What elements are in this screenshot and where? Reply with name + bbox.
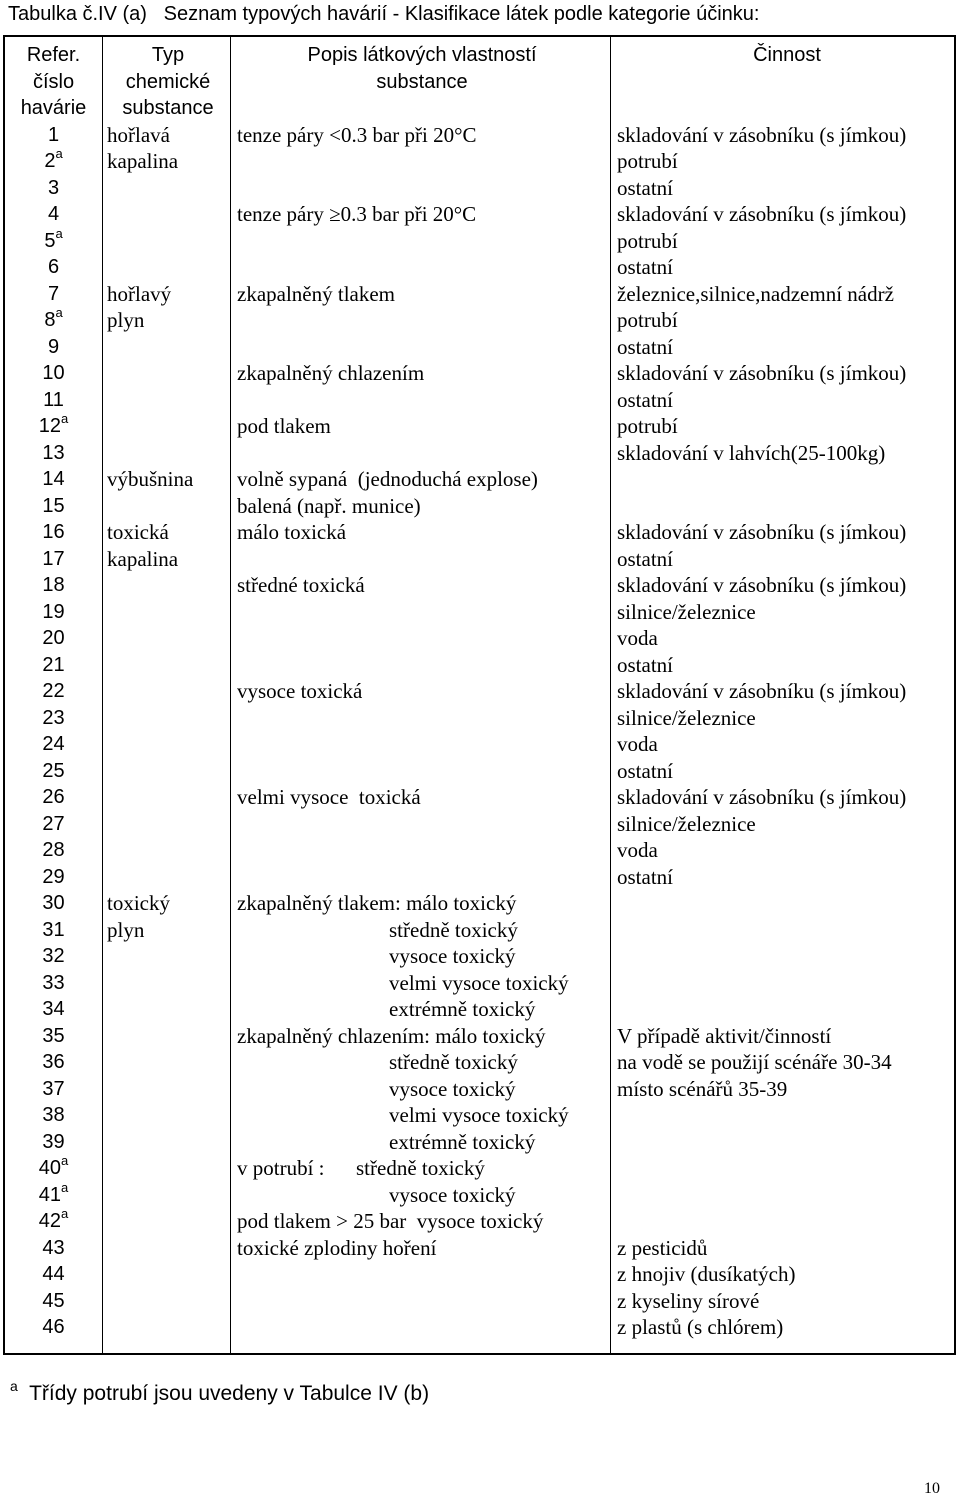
- property-description-text: velmi vysoce toxický: [389, 1103, 569, 1127]
- property-description: [237, 599, 607, 626]
- property-description: [237, 1129, 607, 1156]
- substance-type: toxická: [107, 520, 169, 544]
- footnote-mark: a: [61, 1206, 69, 1222]
- activity: [617, 1182, 957, 1209]
- ref-number: [5, 572, 102, 599]
- property-description-text: zkapalněný chlazením: málo toxický: [237, 1023, 546, 1048]
- property-description-text: středné toxická: [237, 573, 365, 597]
- ref-number-value: 20: [42, 627, 65, 649]
- footnote-text: Třídy potrubí jsou uvedeny v Tabulce IV (b): [17, 1382, 430, 1405]
- ref-number-value: 38: [42, 1104, 65, 1126]
- property-description: [237, 175, 607, 202]
- property-description-text: balená (např. munice): [237, 493, 421, 518]
- property-description: [237, 864, 607, 891]
- property-description: [237, 122, 607, 149]
- ref-number: [5, 996, 102, 1023]
- column-ref-number: [5, 42, 102, 1341]
- footnote-mark: a: [61, 411, 69, 427]
- property-description: [237, 148, 607, 175]
- ref-number-value: 43: [42, 1236, 65, 1259]
- substance-type: [107, 413, 229, 440]
- ref-number: [5, 917, 102, 944]
- ref-number-value: 28: [42, 839, 65, 861]
- footnote-mark: a: [61, 1179, 69, 1195]
- property-description-text: zkapalněný chlazením: [237, 361, 425, 385]
- property-description-text: extrémně toxický: [389, 997, 536, 1021]
- ref-number: [5, 784, 102, 811]
- ref-number-value: 9: [47, 335, 60, 358]
- substance-type: [107, 228, 229, 255]
- activity: potrubí: [617, 414, 678, 438]
- ref-number-value: 14: [42, 468, 65, 490]
- ref-number-value: 5: [44, 229, 56, 252]
- activity: ostatní: [617, 387, 673, 412]
- substance-type: [107, 943, 229, 970]
- activity: [617, 1129, 957, 1156]
- footnote-mark: a: [55, 305, 63, 321]
- header-description: Popis látkových vlastností substance: [307, 44, 537, 93]
- ref-number: [5, 1023, 102, 1050]
- ref-number: [5, 148, 102, 175]
- ref-number: [5, 493, 102, 520]
- ref-number: [5, 705, 102, 732]
- property-description: [237, 1102, 607, 1129]
- substance-type: [107, 360, 229, 387]
- property-description-text: pod tlakem > 25 bar vysoce toxický: [237, 1209, 544, 1233]
- ref-number-value: 34: [42, 998, 65, 1020]
- property-description: [237, 652, 607, 679]
- footnote-mark: a: [55, 146, 63, 162]
- ref-number: [5, 387, 102, 414]
- activity: ostatní: [617, 758, 673, 783]
- ref-number-value: 33: [42, 971, 65, 994]
- property-description-text: zkapalněný tlakem: [237, 281, 396, 306]
- ref-number-value: 26: [42, 786, 65, 808]
- ref-number-value: 10: [42, 362, 65, 384]
- substance-type: [107, 864, 229, 891]
- substance-type: [107, 1023, 229, 1050]
- substance-type: plyn: [107, 308, 145, 332]
- ref-number: [5, 440, 102, 467]
- ref-number-value: 41: [38, 1183, 61, 1206]
- substance-type: [107, 1102, 229, 1129]
- ref-number-value: 40: [38, 1157, 61, 1179]
- activity: voda: [617, 838, 658, 862]
- ref-number-value: 11: [43, 388, 64, 411]
- property-description-text: extrémně toxický: [389, 1129, 536, 1154]
- activity: voda: [617, 732, 658, 756]
- activity: [617, 943, 957, 970]
- activity: ostatní: [617, 175, 673, 200]
- ref-number: [5, 1049, 102, 1076]
- substance-type: toxický: [107, 891, 170, 915]
- property-description: [237, 466, 607, 493]
- ref-number: [5, 943, 102, 970]
- activity: z kyseliny sírové: [617, 1288, 760, 1313]
- ref-number-value: 30: [42, 892, 65, 914]
- ref-number-value: 21: [42, 653, 65, 676]
- property-description-text: velmi vysoce toxický: [389, 970, 569, 995]
- ref-number-value: 44: [42, 1263, 65, 1285]
- ref-number-value: 46: [42, 1316, 65, 1338]
- substance-type: [107, 440, 229, 467]
- ref-number: [5, 599, 102, 626]
- activity: ostatní: [617, 334, 673, 359]
- ref-number: [5, 1179, 102, 1209]
- ref-number-value: 6: [47, 256, 60, 278]
- property-description-text: zkapalněný tlakem: málo toxický: [237, 891, 517, 915]
- property-description: [237, 1261, 607, 1288]
- substance-type: [107, 254, 229, 281]
- property-description: [237, 1182, 607, 1209]
- property-description-text: vysoce toxický: [389, 944, 516, 968]
- activity: skladování v zásobníku (s jímkou): [617, 361, 907, 385]
- ref-number: [5, 837, 102, 864]
- property-description: [237, 1023, 607, 1050]
- activity: ostatní: [617, 864, 673, 889]
- activity: [617, 466, 957, 493]
- property-description: [237, 572, 607, 599]
- property-description: [237, 1314, 607, 1341]
- property-description: [237, 281, 607, 308]
- activity: ostatní: [617, 255, 673, 279]
- activity: potrubí: [617, 228, 678, 253]
- substance-type: [107, 1076, 229, 1103]
- property-description: [237, 254, 607, 281]
- ref-number: [5, 413, 102, 440]
- property-description-text: vysoce toxická: [237, 679, 363, 703]
- ref-number: [5, 466, 102, 493]
- substance-type: hořlavý: [107, 281, 172, 306]
- ref-number-value: 3: [47, 176, 60, 199]
- substance-type: [107, 201, 229, 228]
- ref-number: [5, 1155, 102, 1182]
- property-description: [237, 996, 607, 1023]
- property-description: [237, 943, 607, 970]
- ref-number-value: 4: [47, 203, 60, 225]
- ref-number-value: 36: [42, 1051, 65, 1073]
- activity: V případě aktivit/činností: [617, 1023, 832, 1048]
- ref-number: [5, 307, 102, 334]
- property-description: [237, 811, 607, 838]
- ref-number-value: 45: [42, 1289, 65, 1312]
- activity: z plastů (s chlórem): [617, 1315, 784, 1339]
- substance-type: [107, 1208, 229, 1235]
- ref-number: [5, 864, 102, 891]
- substance-type: [107, 1155, 229, 1182]
- activity: [617, 917, 957, 944]
- ref-number-value: 37: [42, 1077, 65, 1100]
- substance-type: [107, 678, 229, 705]
- property-description: [237, 678, 607, 705]
- substance-type: [107, 705, 229, 732]
- ref-number: [5, 546, 102, 573]
- substance-type: [107, 493, 229, 520]
- ref-number-value: 39: [42, 1130, 65, 1153]
- ref-number: [5, 731, 102, 758]
- activity: místo scénářů 35-39: [617, 1076, 788, 1101]
- ref-number-value: 32: [42, 945, 65, 967]
- ref-number-value: 27: [42, 812, 65, 835]
- activity: [617, 890, 957, 917]
- property-description-text: velmi vysoce toxická: [237, 785, 421, 809]
- property-description-text: v potrubí : středně toxický: [237, 1156, 485, 1180]
- ref-number-value: 16: [42, 521, 65, 543]
- footnote: [10, 1378, 430, 1406]
- ref-number-value: 18: [42, 574, 65, 596]
- ref-number-value: 31: [42, 918, 65, 941]
- substance-type: [107, 837, 229, 864]
- activity: skladování v zásobníku (s jímkou): [617, 679, 907, 703]
- ref-number: [5, 225, 102, 255]
- ref-number: [5, 122, 102, 149]
- property-description-text: tenze páry ≥0.3 bar při 20°C: [237, 202, 477, 226]
- ref-number: [5, 334, 102, 361]
- activity: potrubí: [617, 149, 678, 173]
- activity: na vodě se použijí scénáře 30-34: [617, 1050, 892, 1074]
- column-divider: [102, 37, 103, 1353]
- property-description-text: toxické zplodiny hoření: [237, 1235, 437, 1260]
- ref-number: [5, 1208, 102, 1235]
- property-description-text: málo toxická: [237, 520, 347, 544]
- activity: [617, 1155, 957, 1182]
- activity: z hnojiv (dusíkatých): [617, 1262, 796, 1286]
- substance-type: hořlavá: [107, 122, 170, 147]
- column-divider: [610, 37, 611, 1353]
- property-description: [237, 731, 607, 758]
- property-description: [237, 1049, 607, 1076]
- ref-number: [5, 1261, 102, 1288]
- substance-type: kapalina: [107, 149, 179, 173]
- page-number: 10: [924, 1480, 940, 1497]
- activity: [617, 996, 957, 1023]
- ref-number-value: 23: [42, 706, 65, 729]
- footnote-mark: a: [61, 1153, 69, 1169]
- property-description: [237, 1076, 607, 1103]
- substance-type: [107, 625, 229, 652]
- ref-number: [5, 281, 102, 308]
- substance-type: [107, 1049, 229, 1076]
- substance-type: kapalina: [107, 546, 179, 571]
- property-description: [237, 970, 607, 997]
- property-description: [237, 758, 607, 785]
- activity: silnice/železnice: [617, 599, 756, 624]
- ref-number-value: 29: [42, 865, 65, 888]
- ref-number: [5, 625, 102, 652]
- substance-type: [107, 758, 229, 785]
- substance-type: [107, 599, 229, 626]
- property-description: [237, 387, 607, 414]
- activity: silnice/železnice: [617, 705, 756, 730]
- property-description-text: vysoce toxický: [389, 1076, 516, 1101]
- substance-type: [107, 572, 229, 599]
- property-description: [237, 413, 607, 440]
- substance-type: [107, 996, 229, 1023]
- substance-type: [107, 652, 229, 679]
- substance-type: plyn: [107, 917, 145, 942]
- ref-number-value: 35: [42, 1024, 65, 1047]
- activity: potrubí: [617, 308, 678, 332]
- substance-type: [107, 1235, 229, 1262]
- property-description: [237, 334, 607, 361]
- ref-number: [5, 519, 102, 546]
- ref-number-value: 25: [42, 759, 65, 782]
- activity: železnice,silnice,nadzemní nádrž: [617, 281, 894, 306]
- ref-number: [5, 1314, 102, 1341]
- substance-type: [107, 334, 229, 361]
- ref-number-value: 8: [44, 309, 56, 331]
- ref-number: [5, 890, 102, 917]
- header-ref-number: Refer. číslo havárie: [20, 44, 87, 119]
- property-description-text: volně sypaná (jednoduchá explose): [237, 467, 538, 491]
- activity: skladování v lahvích(25-100kg): [617, 440, 886, 465]
- ref-number: [5, 652, 102, 679]
- property-description: [237, 837, 607, 864]
- activity: skladování v zásobníku (s jímkou): [617, 122, 907, 147]
- property-description: [237, 1208, 607, 1235]
- header-activity: Činnost: [753, 44, 821, 66]
- footnote-mark: a: [55, 225, 63, 241]
- ref-number-value: 1: [47, 123, 60, 146]
- table-title: Tabulka č.IV (a) Seznam typových havárií - Klasifikace látek podle kategorie účinku:: [8, 3, 760, 25]
- footnote-mark: a: [10, 1378, 18, 1394]
- substance-type: [107, 731, 229, 758]
- substance-type: [107, 175, 229, 202]
- activity: ostatní: [617, 652, 673, 677]
- activity: [617, 1102, 957, 1129]
- ref-number: [5, 175, 102, 202]
- substance-type: [107, 1129, 229, 1156]
- substance-type: [107, 784, 229, 811]
- property-description: [237, 228, 607, 255]
- column-divider: [230, 37, 231, 1353]
- header-substance-type: Typ chemické substance: [122, 44, 214, 119]
- activity: skladování v zásobníku (s jímkou): [617, 202, 907, 226]
- property-description: [237, 1288, 607, 1315]
- column-activity: [617, 42, 957, 1341]
- ref-number: [5, 1129, 102, 1156]
- ref-number: [5, 1076, 102, 1103]
- property-description: [237, 625, 607, 652]
- property-description-text: středně toxický: [389, 1050, 518, 1074]
- property-description-text: pod tlakem: [237, 414, 331, 438]
- ref-number-value: 22: [42, 680, 65, 702]
- property-description: [237, 493, 607, 520]
- activity: [617, 970, 957, 997]
- substance-type: [107, 1182, 229, 1209]
- column-description: [237, 42, 607, 1341]
- ref-number: [5, 1288, 102, 1315]
- ref-number-value: 12: [38, 415, 61, 437]
- ref-number: [5, 1235, 102, 1262]
- ref-number: [5, 811, 102, 838]
- property-description: [237, 201, 607, 228]
- property-description: [237, 784, 607, 811]
- property-description: [237, 440, 607, 467]
- ref-number-value: 17: [42, 547, 65, 570]
- ref-number: [5, 201, 102, 228]
- activity: skladování v zásobníku (s jímkou): [617, 520, 907, 544]
- ref-number: [5, 1102, 102, 1129]
- property-description: [237, 307, 607, 334]
- ref-number: [5, 360, 102, 387]
- ref-number-value: 24: [42, 733, 65, 755]
- hazard-table: [3, 35, 956, 1355]
- activity: skladování v zásobníku (s jímkou): [617, 785, 907, 809]
- activity: [617, 493, 957, 520]
- ref-number: [5, 970, 102, 997]
- activity: z pesticidů: [617, 1235, 708, 1260]
- activity: voda: [617, 626, 658, 650]
- property-description-text: vysoce toxický: [389, 1182, 516, 1207]
- ref-number: [5, 758, 102, 785]
- property-description: [237, 1235, 607, 1262]
- activity: [617, 1208, 957, 1235]
- ref-number: [5, 678, 102, 705]
- ref-number: [5, 254, 102, 281]
- property-description-text: středně toxický: [389, 917, 518, 942]
- property-description: [237, 705, 607, 732]
- substance-type: [107, 970, 229, 997]
- property-description: [237, 519, 607, 546]
- ref-number-value: 42: [38, 1210, 61, 1232]
- substance-type: [107, 811, 229, 838]
- substance-type: [107, 1288, 229, 1315]
- activity: silnice/železnice: [617, 811, 756, 836]
- ref-number-value: 13: [42, 441, 65, 464]
- ref-number-value: 7: [47, 282, 60, 305]
- property-description: [237, 546, 607, 573]
- property-description: [237, 360, 607, 387]
- column-substance-type: [107, 42, 229, 1341]
- substance-type: [107, 1261, 229, 1288]
- property-description: [237, 917, 607, 944]
- property-description-text: tenze páry <0.3 bar při 20°C: [237, 122, 477, 147]
- property-description: [237, 1155, 607, 1182]
- ref-number-value: 2: [44, 150, 56, 172]
- ref-number-value: 19: [42, 600, 65, 623]
- substance-type: [107, 1314, 229, 1341]
- activity: ostatní: [617, 546, 673, 571]
- activity: skladování v zásobníku (s jímkou): [617, 573, 907, 597]
- substance-type: [107, 387, 229, 414]
- ref-number-value: 15: [42, 494, 65, 517]
- substance-type: výbušnina: [107, 467, 194, 491]
- property-description: [237, 890, 607, 917]
